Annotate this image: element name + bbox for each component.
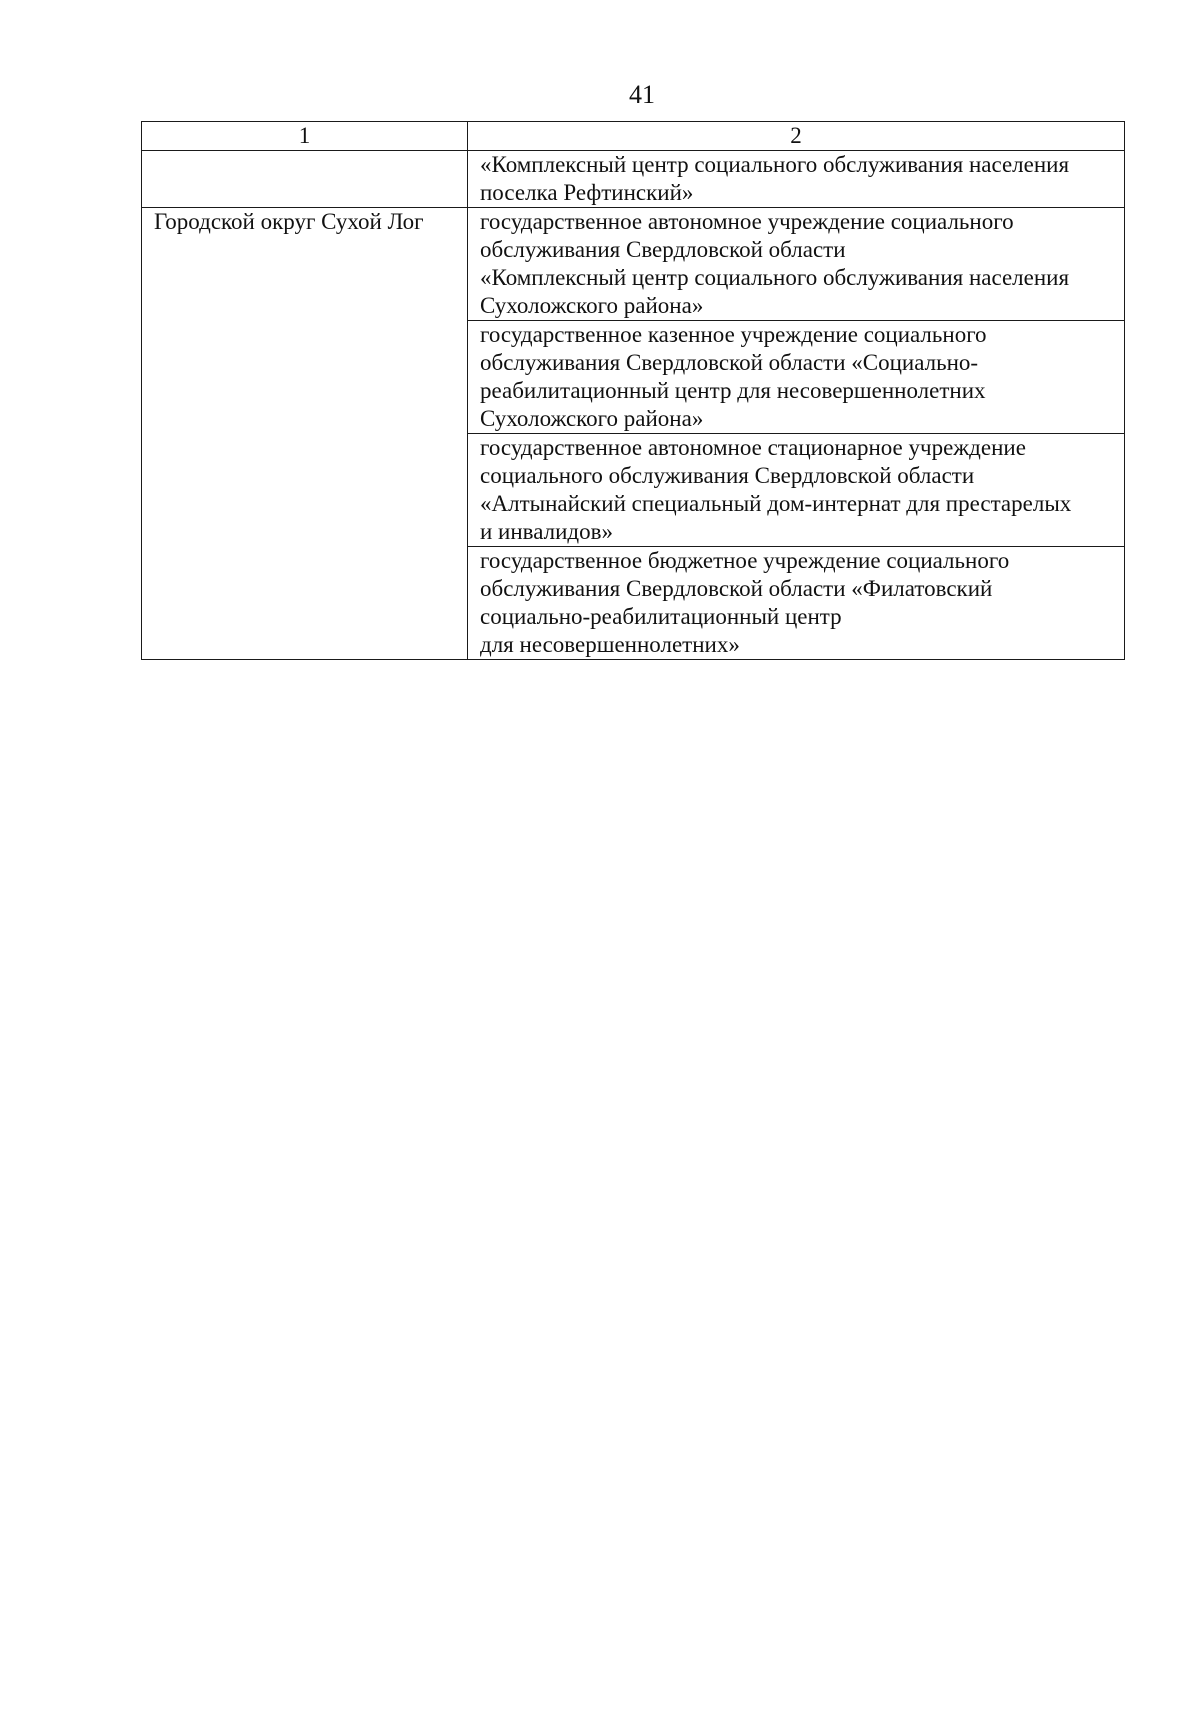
column-header-1: 1 [142,122,468,151]
column-header-2: 2 [468,122,1125,151]
institution-cell: государственное автономное учреждение социального обслуживания Свердловской области «Комплексный центр социального обслуживания населения Сухоложского района» [468,208,1125,321]
district-cell: Городской округ Сухой Лог [142,208,468,660]
page-number: 41 [629,80,655,109]
table-row [142,208,1125,321]
table-header-row [142,122,1125,151]
table-row [142,151,1125,208]
institution-cell: государственное бюджетное учреждение социального обслуживания Свердловской области «Филатовский социально-реабилитационный центр для несовершеннолетних» [468,547,1125,660]
institutions-table [141,121,1125,660]
institution-cell: «Комплексный центр социального обслуживания населения поселка Рефтинский» [468,151,1125,208]
district-cell-empty [142,151,468,208]
institution-cell: государственное автономное стационарное учреждение социального обслуживания Свердловской области «Алтынайский специальный дом-интернат для престарелых и инвалидов» [468,434,1125,547]
institution-cell: государственное казенное учреждение социального обслуживания Свердловской области «Социально- реабилитационный центр для несовершеннолетних Сухоложского района» [468,321,1125,434]
